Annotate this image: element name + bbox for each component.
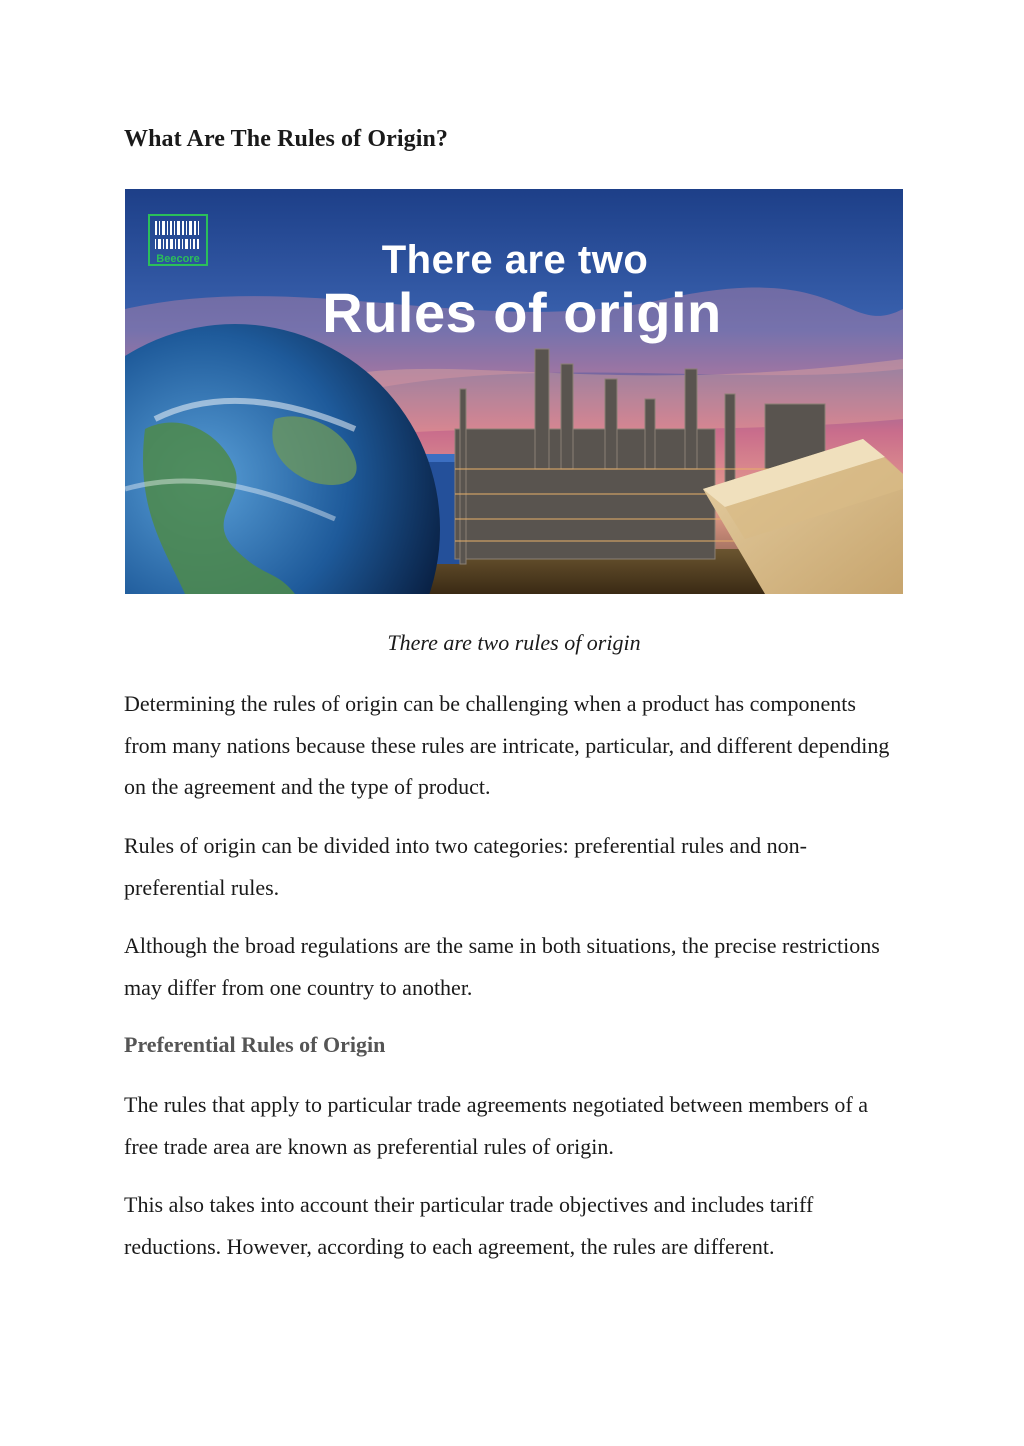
paragraph: This also takes into account their particular trade objectives and includes tariff reductions. However, according to each agreement, the rules are different. xyxy=(124,1192,814,1259)
paragraph: The rules that apply to particular trade agreements negotiated between members of a free trade area are known as preferential rules of origin. xyxy=(124,1092,869,1159)
paragraph: Rules of origin can be divided into two categories: preferential rules and non-preferential rules. xyxy=(124,833,808,900)
hero-image xyxy=(125,189,903,594)
image-caption: There are two rules of origin xyxy=(387,630,641,655)
section-heading: Preferential Rules of Origin xyxy=(124,1032,386,1057)
paragraph: Although the broad regulations are the same in both situations, the precise restrictions may differ from one country to another. xyxy=(124,933,880,1000)
page-title: What Are The Rules of Origin? xyxy=(124,126,449,152)
hero-headline-line2: Rules of origin xyxy=(322,281,722,344)
paragraph: Determining the rules of origin can be challenging when a product has components from many nations because these rules are intricate, particular, and different depending on the agreement and the type of product. xyxy=(124,691,890,799)
hero-headline-line1: There are two xyxy=(381,238,649,282)
brand-logo-text: Beecore xyxy=(156,253,200,265)
